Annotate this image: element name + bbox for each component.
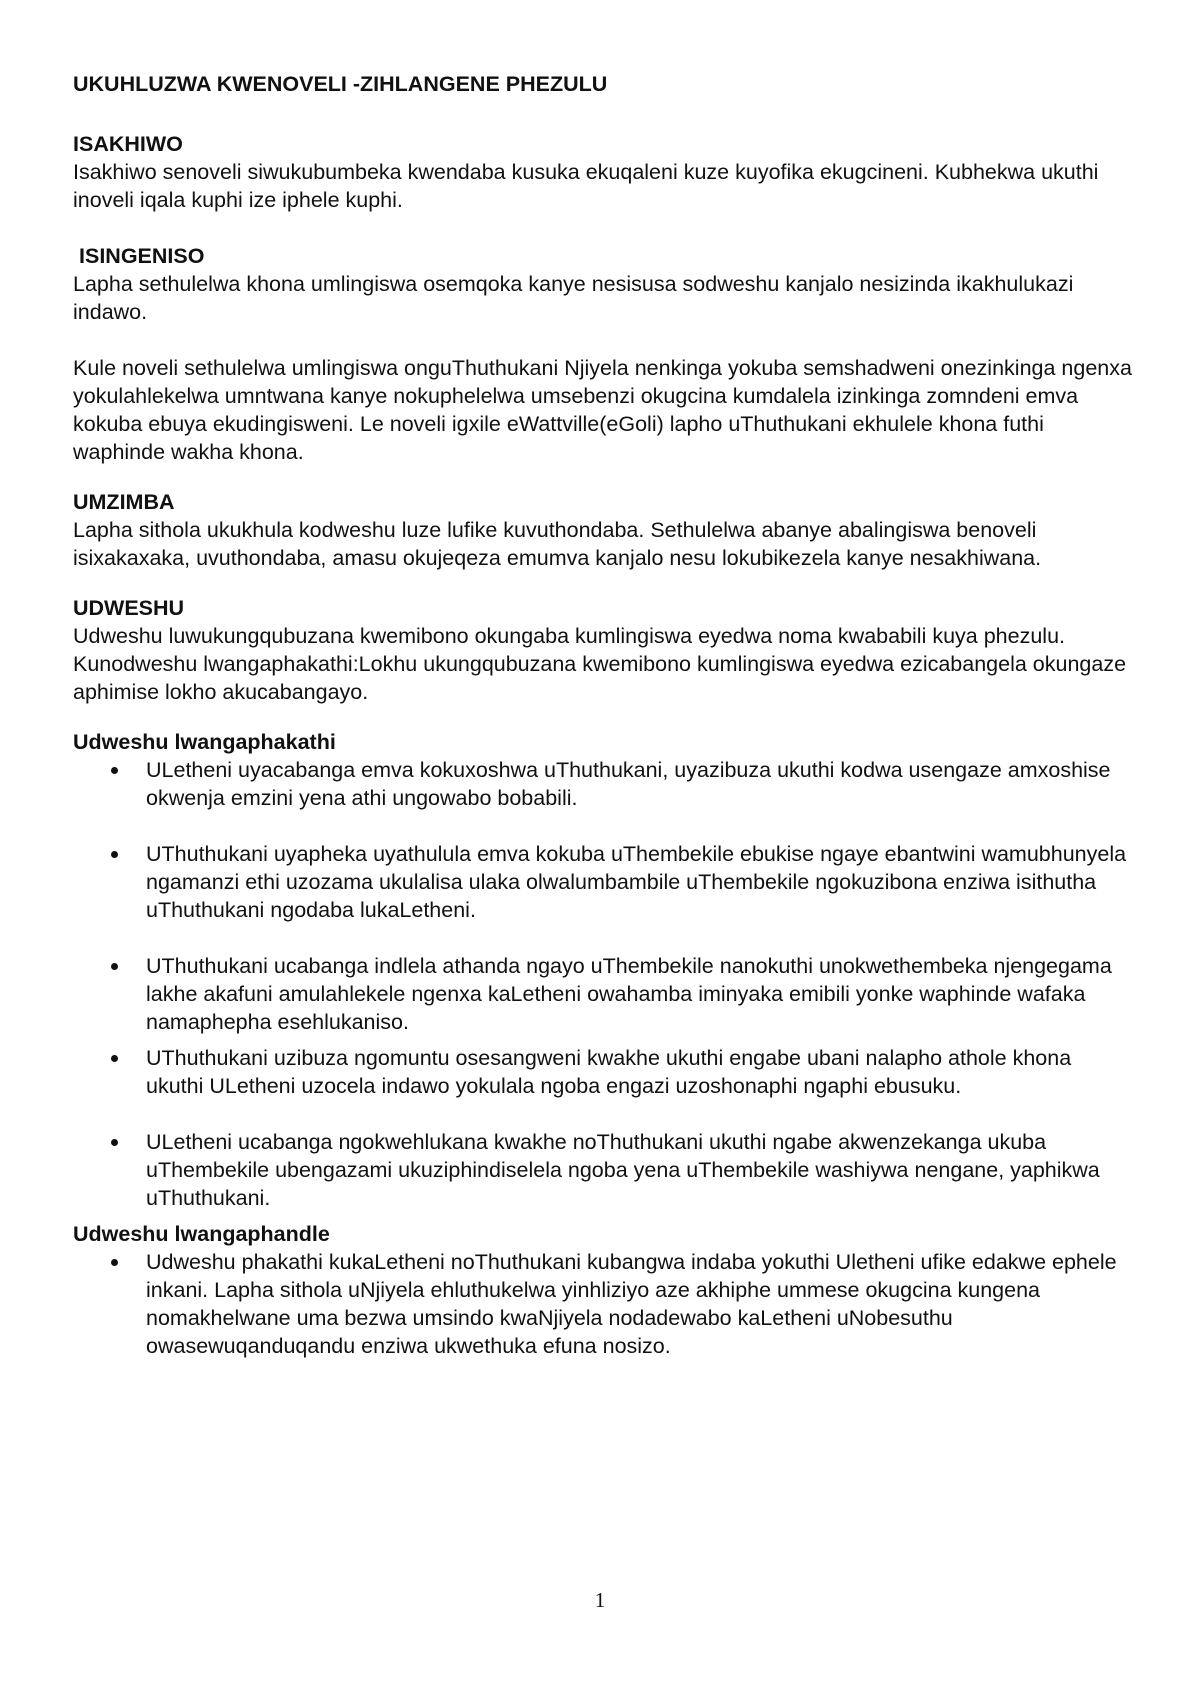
paragraph-isingeniso-2: Kule noveli sethulelwa umlingiswa onguThuthukani Njiyela nenkinga yokuba semshadweni onezinkinga ngenxa yokulahlekelwa umntwana kanye nokuphelelwa umsebenzi okugcina kumdalela izinkinga zomndeni emva kokuba ebuya ekudingisweni. Le noveli igxile eWattville(eGoli) lapho uThuthukani ekhulele khona futhi waphinde wakha khona.	[73, 356, 1132, 464]
list-item-text: ULetheni uyacabanga emva kokuxoshwa uThuthukani, uyazibuza ukuthi kodwa usengaze amxoshise okwenja emzini yena athi ungowabo bobabili.	[146, 758, 1111, 810]
list-item-text: ULetheni ucabanga ngokwehlukana kwakhe noThuthukani ukuthi ngabe akwenzekanga ukuba uThembekile ubengazami ukuziphindiselela ngoba yena uThembekile washiywa nengane, yaphikwa uThuthukani.	[146, 1130, 1100, 1210]
document-title: UKUHLUZWA KWENOVELI -ZIHLANGENE PHEZULU	[73, 72, 608, 96]
paragraph-umzimba: Lapha sithola ukukhula kodweshu luze lufike kuvuthondaba. Sethulelwa abanye abalingiswa benoveli isixakaxaka, uvuthondaba, amasu okujeqeza emumva kanjalo nesu lokubikezela kanye nesakhiwana.	[73, 518, 1042, 570]
list-item	[73, 756, 1133, 812]
paragraph-isakhiwo: Isakhiwo senoveli siwukubumbeka kwendaba kusuka ekuqaleni kuze kuyofika ekugcineni. Kubhekwa ukuthi inoveli iqala kuphi ize iphele kuphi.	[73, 160, 1099, 212]
heading-isingeniso: ISINGENISO	[79, 244, 205, 268]
bullet-list-phakathi	[73, 756, 1133, 1212]
list-item-text: Udweshu phakathi kukaLetheni noThuthukani kubangwa indaba yokuthi Uletheni ufike edakwe ephele inkani. Lapha sithola uNjiyela ehluthukelwa yinhliziyo aze akhiphe ummese okugcina kungena nomakhelwane uma bezwa umsindo kwaNjiyela nodadewabo kaLetheni uNobesuthu owasewuqanduqandu enziwa ukwethuka efuna nosizo.	[146, 1250, 1117, 1358]
list-item	[73, 1248, 1133, 1360]
bullet-icon	[111, 851, 118, 858]
list-item-text: UThuthukani uyapheka uyathulula emva kokuba uThembekile ebukise ngaye ebantwini wamubhunyela ngamanzi ethi uzozama ukulalisa ulaka olwalumbambile uThembekile ngokuzibona enziwa isithutha uThuthukani ngodaba lukaLetheni.	[146, 842, 1127, 922]
heading-udweshu: UDWESHU	[73, 596, 185, 620]
heading-isakhiwo: ISAKHIWO	[73, 132, 183, 156]
subheading-udweshu-phakathi: Udweshu lwangaphakathi	[73, 730, 336, 754]
bullet-icon	[111, 1259, 118, 1266]
paragraph-isingeniso-1: Lapha sethulelwa khona umlingiswa osemqoka kanye nesisusa sodweshu kanjalo nesizinda ikakhulukazi indawo.	[73, 272, 1074, 324]
subheading-udweshu-phandle: Udweshu lwangaphandle	[73, 1222, 330, 1246]
heading-umzimba: UMZIMBA	[73, 490, 175, 514]
bullet-icon	[111, 1055, 118, 1062]
paragraph-udweshu: Udweshu luwukungqubuzana kwemibono okungaba kumlingiswa eyedwa noma kwababili kuya phezulu. Kunodweshu lwangaphakathi:Lokhu ukungqubuzana kwemibono kumlingiswa eyedwa ezicabangela okungaze aphimise lokho akucabangayo.	[73, 624, 1127, 704]
bullet-list-phandle	[73, 1248, 1133, 1360]
bullet-icon	[111, 767, 118, 774]
bullet-icon	[111, 963, 118, 970]
bullet-icon	[111, 1139, 118, 1146]
list-item	[73, 840, 1133, 924]
list-item-text: UThuthukani uzibuza ngomuntu osesangweni kwakhe ukuthi engabe ubani nalapho athole khona ukuthi ULetheni uzocela indawo yokulala ngoba engazi uzoshonaphi ngaphi ebusuku.	[146, 1046, 1072, 1098]
list-item	[73, 1044, 1133, 1100]
page-number: 1	[594, 1588, 606, 1612]
list-item	[73, 952, 1133, 1036]
list-item	[73, 1128, 1133, 1212]
list-item-text: UThuthukani ucabanga indlela athanda ngayo uThembekile nanokuthi unokwethembeka njengegama lakhe akafuni amulahlekele ngenxa kaLetheni owahamba iminyaka emibili yonke waphinde wafaka namaphepha esehlukaniso.	[146, 954, 1112, 1034]
document-page	[73, 70, 1133, 1360]
